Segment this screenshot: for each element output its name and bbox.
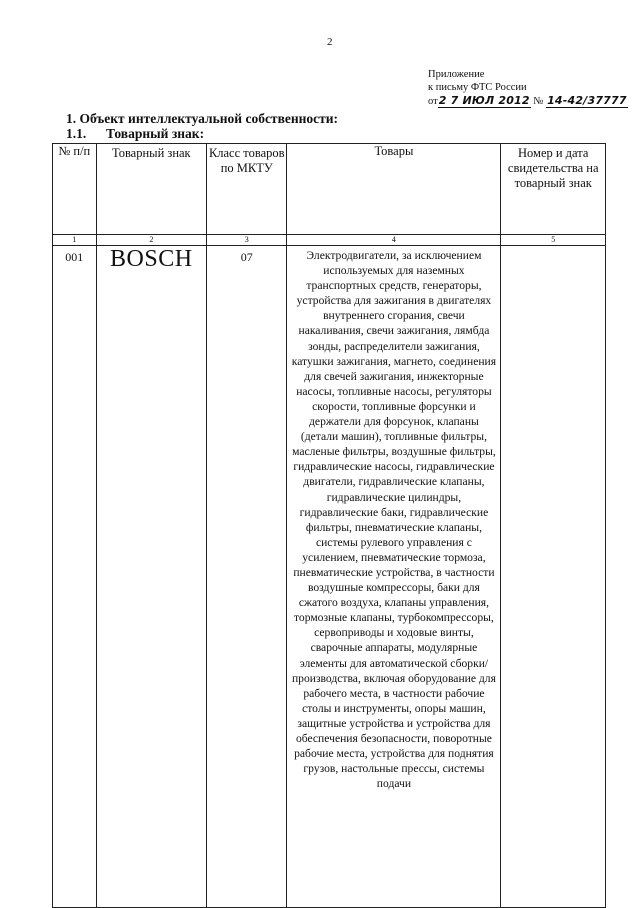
date-prefix: от <box>428 96 438 107</box>
header-certificate: Номер и дата свидетельства на товарный знак <box>501 144 606 235</box>
index-cell: 3 <box>207 235 287 246</box>
header-goods: Товары <box>287 144 501 235</box>
header-class: Класс товаров по МКТУ <box>207 144 287 235</box>
header-trademark: Товарный знак <box>96 144 207 235</box>
table-row <box>53 246 606 908</box>
appendix-block <box>428 68 628 108</box>
section-subtitle <box>66 126 204 142</box>
index-cell: 4 <box>287 235 501 246</box>
header-number: № п/п <box>53 144 97 235</box>
trademark-name: BOSCH <box>96 246 207 908</box>
page-number: 2 <box>327 36 333 48</box>
index-cell: 2 <box>96 235 207 246</box>
handwritten-number: 14-42/37777 <box>547 94 627 107</box>
goods-list: Электродвигатели, за исключением используемых для наземных транспортных средств, генераторы, устройства для зажигания в двигателях внутреннего сгорания, свечи накаливания, свечи зажигания, лямбда зонды, распределители зажигания, катушки зажигания, магнето, соединения для свечей зажигания, инжекторные насосы, топливные насосы, регуляторы скорости, топливные форсунки и держатели для форсунок, клапаны (детали машин), топливные фильтры, масленые фильтры, воздушные фильтры, гидравлические насосы, гидравлические двигатели, гидравлические клапаны, гидравлические цилиндры, гидравлические баки, гидравлические фильтры, пневматические клапаны, системы рулевого управления с усилением, пневматические тормоза, пневматические устройства, в частности воздушные компрессоры, баки для сжатого воздуха, клапаны управления, тормозные клапаны, турбокомпрессоры, сервоприводы и ходовые винты, сварочные аппараты, модулярные элементы для автоматической сборки/производства, включая оборудование для рабочего места, в частности рабочие столы и инструменты, опоры машин, защитные устройства и устройства для обеспечения безопасности, поворотные рабочие места, устройства для поднятия грузов, настольные прессы, системы подачи <box>287 246 501 908</box>
class-value: 07 <box>207 246 287 908</box>
index-cell: 5 <box>501 235 606 246</box>
appendix-title: Приложение <box>428 69 485 80</box>
trademark-table <box>52 143 606 908</box>
number-prefix: № <box>533 96 544 107</box>
subsection-label: Товарный знак: <box>106 126 205 141</box>
index-cell: 1 <box>53 235 97 246</box>
table-index-row <box>53 235 606 246</box>
appendix-date-number-line <box>428 94 628 108</box>
appendix-letter: к письму ФТС России <box>428 82 527 93</box>
subsection-number: 1.1. <box>66 126 87 141</box>
certificate-cell <box>501 246 606 908</box>
table-header-row <box>53 144 606 235</box>
handwritten-date: 2 7 ИЮЛ 2012 <box>438 94 530 107</box>
row-number: 001 <box>53 246 97 908</box>
section-title: 1. Объект интеллектуальной собственности: <box>66 111 339 126</box>
